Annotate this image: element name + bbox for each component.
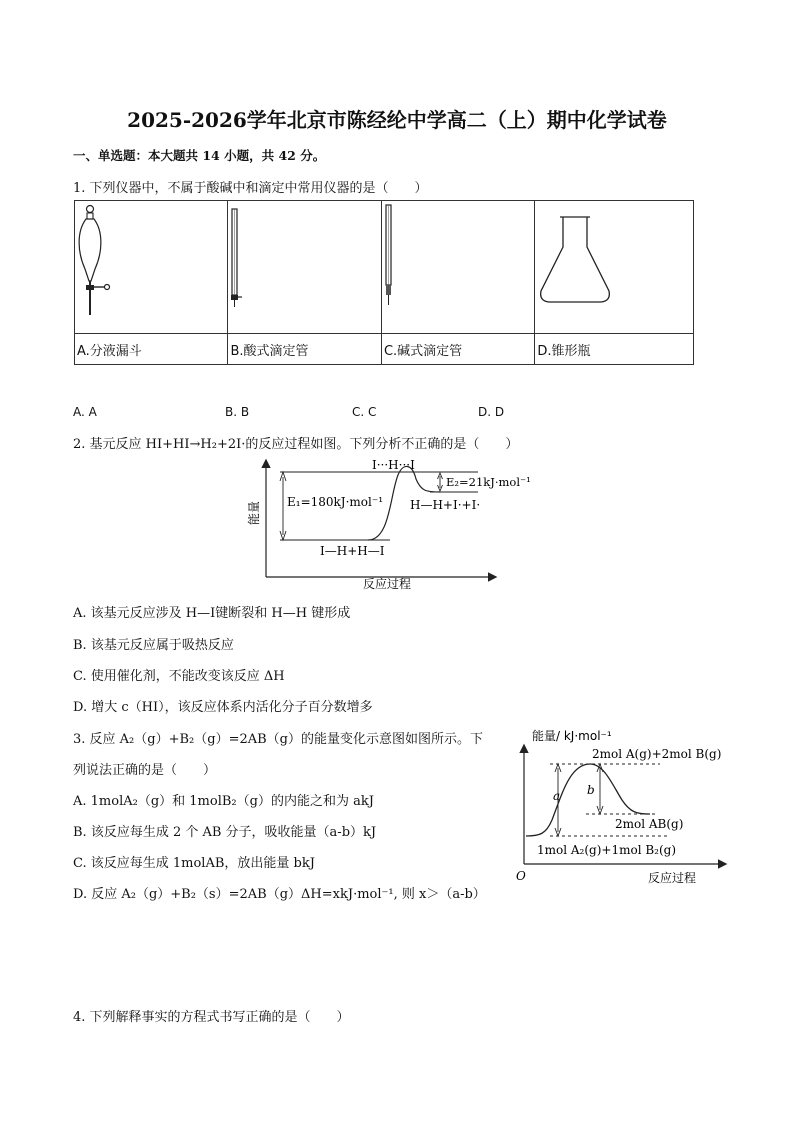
acid-burette-cell [228, 201, 381, 334]
y-axis-label: 能量 [247, 500, 261, 525]
choice-a: A. A [73, 405, 97, 419]
question-3-stem-line2: 列说法正确的是（ ） [73, 763, 217, 778]
choice-c: C. C [352, 405, 377, 419]
separatory-funnel-icon [75, 201, 225, 329]
mid-level-label: 2mol AB(g) [615, 817, 684, 831]
q3-x-axis-label: 反应过程 [648, 871, 697, 885]
instrument-table [74, 200, 694, 365]
a-label: a [553, 789, 561, 803]
product-label: H—H+I·+I· [410, 498, 481, 512]
e2-label: E₂=21kJ·mol⁻¹ [446, 475, 531, 489]
top-level-label: 2mol A(g)+2mol B(g) [592, 747, 722, 761]
q3-option-c: C. 该反应每生成 1molAB，放出能量 bkJ [73, 856, 315, 871]
conical-flask-icon [535, 201, 690, 329]
conical-flask-cell [535, 201, 694, 334]
choice-d: D. D [478, 405, 505, 419]
b-label: b [587, 783, 595, 797]
q2-option-b: B. 该基元反应属于吸热反应 [73, 638, 234, 653]
q3-y-axis-label: 能量/ kJ·mol⁻¹ [532, 729, 612, 743]
base-burette-icon [382, 201, 532, 329]
reactant-label: I—H+H—I [320, 544, 385, 558]
x-axis-label: 反应过程 [363, 577, 412, 590]
label-a: A.分液漏斗 [75, 334, 228, 365]
q3-option-d: D. 反应 A₂（g）+B₂（s）=2AB（g）ΔH=xkJ·mol⁻¹, 则 x＞（a-b） [73, 887, 486, 902]
e1-label: E₁=180kJ·mol⁻¹ [287, 495, 384, 509]
q2-energy-diagram [240, 455, 560, 590]
question-2-stem: 2. 基元反应 HI+HI→H₂+2I·的反应过程如图。下列分析不正确的是（ ） [73, 437, 519, 452]
label-d: D.锥形瓶 [535, 334, 694, 365]
q2-option-d: D. 增大 c（HI），该反应体系内活化分子百分数增多 [73, 700, 373, 715]
label-b: B.酸式滴定管 [228, 334, 381, 365]
exam-title: 2025-2026学年北京市陈经纶中学高二（上）期中化学试卷 [127, 108, 667, 132]
ts-label: I···H···I [372, 458, 415, 472]
acid-burette-icon [228, 201, 378, 329]
question-1-stem: 1. 下列仪器中，不属于酸碱中和滴定中常用仪器的是（ ） [73, 181, 428, 196]
question-3-stem-line1: 3. 反应 A₂（g）+B₂（g）=2AB（g）的能量变化示意图如图所示。下 [73, 732, 483, 747]
origin-label: O [516, 869, 526, 883]
low-level-label: 1mol A₂(g)+1mol B₂(g) [537, 843, 677, 857]
base-burette-cell [381, 201, 534, 334]
section-heading: 一、单选题：本大题共 14 小题，共 42 分。 [73, 148, 326, 163]
q3-energy-diagram [510, 724, 735, 889]
question-4-stem: 4. 下列解释事实的方程式书写正确的是（ ） [73, 1010, 350, 1025]
q3-option-b: B. 该反应每生成 2 个 AB 分子，吸收能量（a-b）kJ [73, 825, 377, 840]
q3-option-a: A. 1molA₂（g）和 1molB₂（g）的内能之和为 akJ [73, 794, 374, 809]
choice-b: B. B [225, 405, 250, 419]
q2-option-c: C. 使用催化剂，不能改变该反应 ΔH [73, 669, 285, 684]
q2-option-a: A. 该基元反应涉及 H—I键断裂和 H—H 键形成 [73, 606, 351, 621]
separatory-funnel-cell [75, 201, 228, 334]
label-c: C.碱式滴定管 [381, 334, 534, 365]
